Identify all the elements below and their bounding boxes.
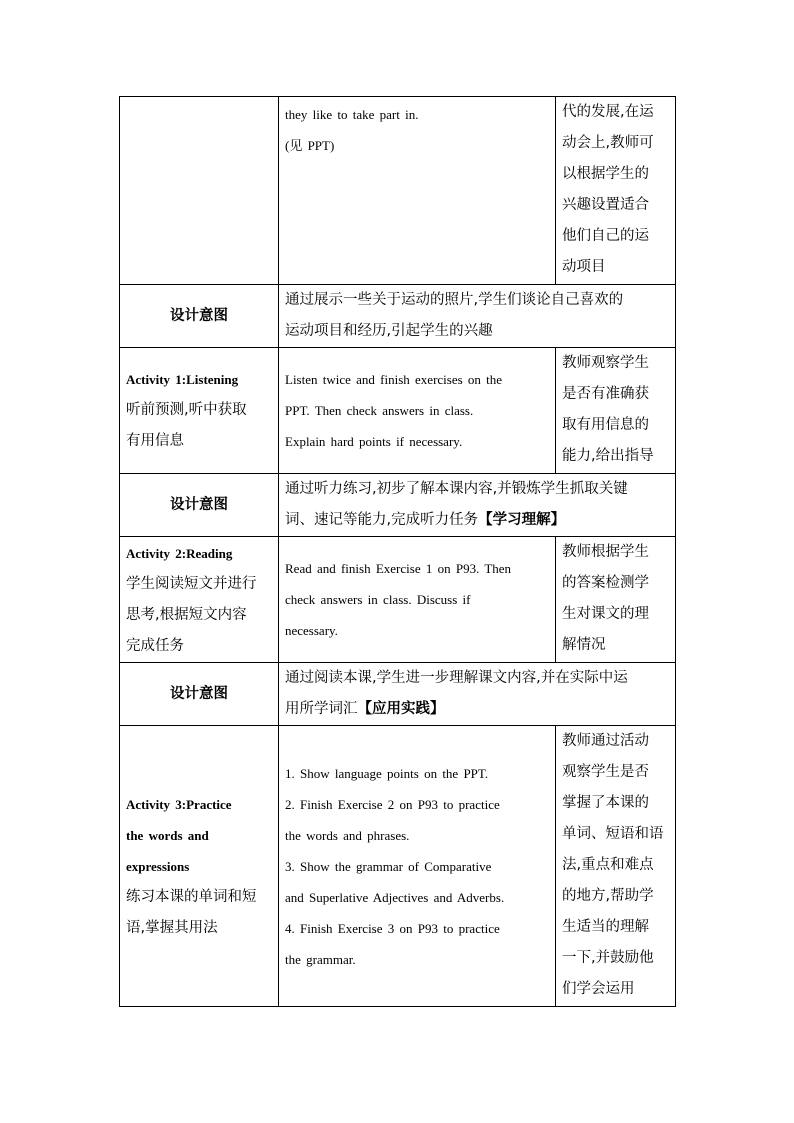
steps-cell	[279, 97, 556, 285]
note-line: 的地方,帮助学	[562, 888, 654, 904]
note-line: 取有用信息的	[562, 417, 649, 433]
note-line: 们学会运用	[562, 981, 635, 997]
note-cell	[556, 537, 676, 663]
intent-text: 词、速记等能力,完成听力任务	[285, 512, 479, 528]
note-line: 观察学生是否	[562, 764, 649, 780]
note-line: 动会上,教师可	[562, 135, 654, 151]
steps-line: the grammar.	[285, 951, 356, 967]
intent-label: 设计意图	[120, 663, 279, 726]
activity-title: Activity 3:Practice	[126, 796, 232, 812]
note-line: 是否有准确获	[562, 386, 649, 402]
intent-cell	[279, 663, 676, 726]
note-line: 一下,并鼓励他	[562, 950, 654, 966]
activity-title: expressions	[126, 858, 190, 874]
note-line: 的答案检测学	[562, 575, 649, 591]
note-line: 法,重点和难点	[562, 857, 654, 873]
activity-cell	[120, 726, 279, 1007]
intent-label: 设计意图	[120, 285, 279, 348]
empty-cell	[120, 97, 279, 285]
steps-line: Explain hard points if necessary.	[285, 434, 463, 449]
note-line: 解情况	[562, 637, 606, 653]
activity-desc: 完成任务	[126, 637, 184, 654]
activity-cell	[120, 537, 279, 663]
steps-line: 4. Finish Exercise 3 on P93 to practice	[285, 920, 500, 936]
steps-line: and Superlative Adjectives and Adverbs.	[285, 889, 505, 905]
note-line: 以根据学生的	[562, 166, 649, 182]
note-line: 教师通过活动	[562, 733, 649, 749]
activity-desc: 思考,根据短文内容	[126, 606, 247, 623]
note-line: 教师观察学生	[562, 355, 649, 371]
intent-cell	[279, 285, 676, 348]
note-line: 生对课文的理	[562, 606, 649, 622]
steps-line: necessary.	[285, 623, 338, 638]
steps-line: Listen twice and finish exercises on the	[285, 372, 503, 387]
table-row	[120, 348, 676, 474]
note-line: 代的发展,在运	[562, 104, 654, 120]
intent-text: 用所学词汇	[285, 701, 358, 717]
table-row	[120, 474, 676, 537]
note-cell	[556, 97, 676, 285]
activity-desc: 有用信息	[126, 433, 184, 449]
note-line: 动项目	[562, 259, 606, 275]
table-row	[120, 285, 676, 348]
activity-desc: 语,掌握其用法	[126, 919, 218, 936]
note-line: 兴趣设置适合	[562, 197, 649, 213]
steps-cell	[279, 726, 556, 1007]
note-line: 掌握了本课的	[562, 795, 649, 811]
note-line: 教师根据学生	[562, 544, 649, 560]
steps-line: 3. Show the grammar of Comparative	[285, 858, 492, 874]
steps-line: PPT. Then check answers in class.	[285, 403, 474, 418]
note-line: 单词、短语和语	[562, 826, 664, 842]
steps-cell	[279, 348, 556, 474]
activity-title: Activity 1:Listening	[126, 372, 239, 387]
intent-line	[285, 505, 669, 536]
activity-title: the words and	[126, 827, 209, 843]
table-row	[120, 537, 676, 663]
activity-cell	[120, 348, 279, 474]
activity-desc: 学生阅读短文并进行	[126, 575, 257, 592]
steps-cell	[279, 537, 556, 663]
intent-line: 通过阅读本课,学生进一步理解课文内容,并在实际中运	[285, 670, 628, 686]
intent-tag: 【应用实践】	[357, 701, 445, 717]
steps-line: 2. Finish Exercise 2 on P93 to practice	[285, 796, 500, 812]
intent-tag: 【学习理解】	[478, 512, 566, 528]
steps-line: 1. Show language points on the PPT.	[285, 765, 489, 781]
intent-label: 设计意图	[120, 474, 279, 537]
note-line: 能力,给出指导	[562, 448, 654, 464]
steps-line: the words and phrases.	[285, 827, 410, 843]
intent-line: 运动项目和经历,引起学生的兴趣	[285, 323, 493, 339]
intent-line	[285, 694, 669, 725]
steps-line: they like to take part in.	[285, 107, 419, 122]
intent-cell	[279, 474, 676, 537]
steps-line: Read and finish Exercise 1 on P93. Then	[285, 561, 512, 576]
activity-desc: 练习本课的单词和短	[126, 888, 257, 905]
table-row	[120, 97, 676, 285]
steps-line: check answers in class. Discuss if	[285, 592, 471, 607]
steps-line: (见 PPT)	[285, 138, 335, 153]
lesson-plan-table	[119, 96, 676, 1007]
table-row	[120, 726, 676, 1007]
table-row	[120, 663, 676, 726]
note-line: 他们自己的运	[562, 228, 649, 244]
intent-line: 通过听力练习,初步了解本课内容,并锻炼学生抓取关键	[285, 481, 628, 497]
note-line: 生适当的理解	[562, 919, 649, 935]
activity-desc: 听前预测,听中获取	[126, 402, 247, 418]
note-cell	[556, 726, 676, 1007]
intent-line: 通过展示一些关于运动的照片,学生们谈论自己喜欢的	[285, 292, 624, 308]
activity-title: Activity 2:Reading	[126, 545, 233, 561]
note-cell	[556, 348, 676, 474]
